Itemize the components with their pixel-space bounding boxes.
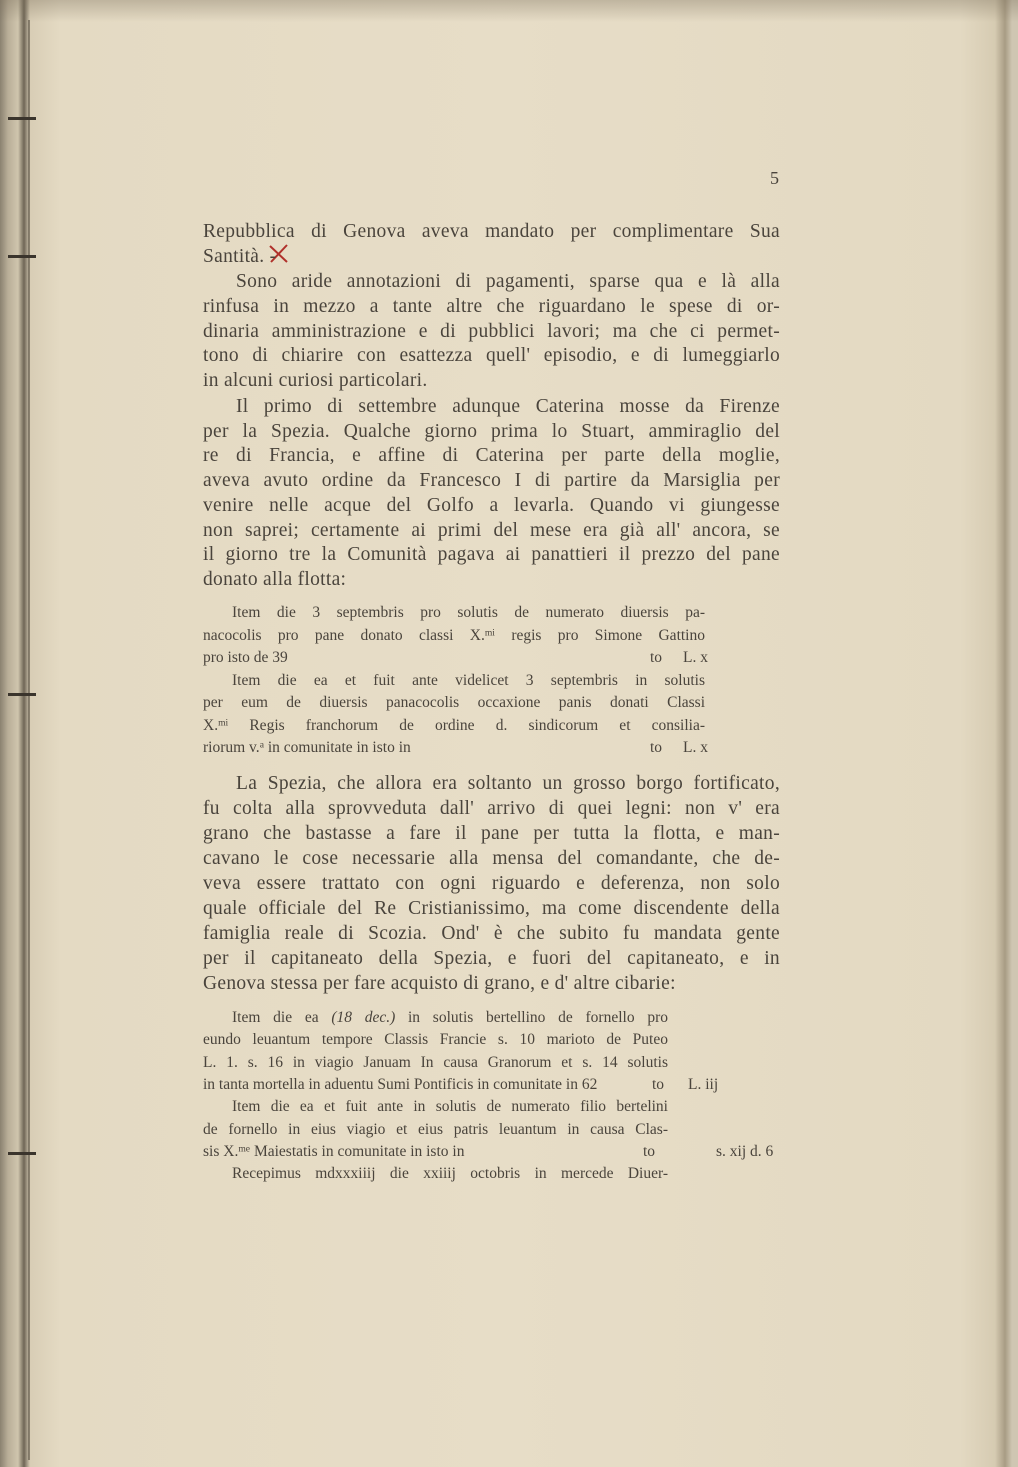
text-segment: Sono aride annotazioni di pagamenti, sparse qua e là alla	[236, 271, 780, 292]
superscript: mi	[484, 627, 495, 639]
text-line	[203, 344, 780, 369]
text-segment: de fornello in eius viagio et eius patris leuantum in causa Clas-	[203, 1120, 668, 1138]
page-top-shadow	[0, 0, 1018, 22]
quote-text	[203, 715, 705, 738]
text-segment: Item die ea et fuit ante videlicet 3 septembris in solutis	[232, 671, 705, 689]
text-segment: Recepimus mdxxxiiij die xxiiij octobris in mercede Diuer-	[232, 1165, 668, 1183]
text-line	[203, 444, 780, 469]
text-line	[236, 395, 780, 420]
quote-text	[232, 1096, 668, 1118]
quote-line	[232, 602, 705, 625]
text-line	[203, 846, 780, 871]
text-segment: aveva avuto ordine da Francesco I di partire da Marsiglia per	[203, 470, 780, 492]
text-segment: nacocolis pro pane donato classi X.	[203, 626, 485, 644]
text-segment: pro isto de 39	[203, 649, 288, 666]
text-line	[203, 369, 428, 394]
text-segment: L. 1. s. 16 in viagio Januam In causa Granorum et s. 14 solutis	[203, 1053, 668, 1071]
quote-line	[203, 647, 708, 670]
text-segment: sis X.	[203, 1142, 239, 1160]
text-segment: rinfusa in mezzo a tante altre che riguardano le spese di or-	[203, 295, 780, 317]
superscript: mi	[218, 717, 229, 729]
quote-text	[203, 1141, 668, 1163]
text-segment: non saprei; certamente ai primi del mese era già all' ancora, se	[203, 519, 780, 541]
text-line	[203, 519, 780, 544]
text-line	[203, 946, 780, 971]
quote-text	[203, 692, 705, 715]
text-segment: in solutis bertellino de fornello pro	[395, 1009, 668, 1026]
quote-text	[203, 1052, 668, 1074]
binding-thread	[8, 693, 36, 696]
text-segment: re di Francia, e affine di Caterina per parte della moglie,	[203, 445, 780, 467]
text-segment: Regis franchorum de ordine d. sindicorum et consilia-	[228, 716, 705, 734]
text-segment: quale officiale del Re Cristianissimo, ma come discendente della	[203, 898, 780, 919]
ledger-amount: L. x	[683, 649, 708, 666]
text-segment: dinaria amministrazione e di pubblici lavori; ma che ci permet-	[203, 320, 780, 342]
text-segment: X.	[203, 716, 219, 734]
quote-line	[232, 1007, 668, 1029]
text-segment: regis pro Simone Gattino	[494, 626, 705, 644]
binding-thread	[8, 117, 36, 120]
quote-text	[203, 1029, 668, 1051]
quote-line	[203, 1074, 719, 1096]
quote-line	[232, 1096, 668, 1118]
text-segment: Item die ea	[232, 1009, 332, 1026]
text-segment: Item die 3 septembris pro solutis de numerato diuersis pa-	[232, 604, 705, 621]
text-line	[203, 821, 780, 846]
quote-text	[203, 737, 705, 760]
text-segment: per il capitaneato della Spezia, e fuori del capitaneato, e in	[203, 948, 780, 969]
quote-text	[232, 1163, 668, 1185]
text-segment: il giorno tre la Comunità pagava ai panattieri il prezzo del pane	[203, 544, 780, 566]
text-line	[203, 295, 780, 320]
italic-note: (18 dec.)	[331, 1009, 396, 1026]
quote-text	[203, 1074, 668, 1096]
text-segment: Santità. -	[203, 245, 277, 267]
binding-thread	[8, 1152, 36, 1155]
text-segment: Maiestatis in comunitate in isto in	[250, 1142, 465, 1160]
ledger-to: to	[650, 739, 663, 756]
binding-thread	[8, 255, 36, 258]
quote-line	[232, 670, 705, 693]
quote-line	[203, 1029, 668, 1051]
ledger-to: to	[650, 649, 663, 666]
ledger-to: to	[652, 1075, 665, 1093]
quote-text	[203, 647, 705, 670]
text-segment: tono di chiarire con esattezza quell' episodio, e di lumeggiarlo	[203, 345, 780, 367]
quote-text	[232, 602, 705, 625]
text-line	[203, 568, 346, 593]
text-segment: venire nelle acque del Golfo a levarla. Quando vi giungesse	[203, 494, 780, 516]
text-segment: Il primo di settembre adunque Caterina mosse da Firenze	[236, 396, 780, 417]
text-segment: in comunitate in isto in	[263, 739, 411, 756]
page-number: 5	[770, 168, 779, 188]
text-segment: Repubblica di Genova aveva mandato per complimentare Sua	[203, 221, 780, 242]
text-segment: per la Spezia. Qualche giorno prima lo Stuart, ammiraglio del	[203, 420, 780, 442]
quote-text	[203, 625, 705, 648]
text-line	[203, 320, 780, 345]
text-segment: Genova stessa per fare acquisto di grano, e d' altre cibarie:	[203, 973, 676, 994]
ledger-amount: L. x	[683, 739, 708, 756]
quote-line	[203, 1052, 668, 1074]
text-segment: grano che bastasse a fare il pane per tutta la flotta, e man-	[203, 823, 780, 844]
text-line	[203, 896, 780, 921]
text-segment: cavano le cose necessarie alla mensa del comandante, che de-	[203, 848, 780, 869]
text-segment: in tanta mortella in aduentu Sumi Pontificis in comunitate in 62	[203, 1075, 598, 1093]
text-line	[203, 469, 780, 494]
text-line	[203, 796, 780, 821]
quote-text	[232, 670, 705, 693]
text-line	[203, 220, 780, 245]
quote-line	[203, 1119, 668, 1141]
text-segment: La Spezia, che allora era soltanto un grosso borgo fortificato,	[236, 773, 780, 794]
text-segment: Item die ea et fuit ante in solutis de numerato filio bertelini	[232, 1098, 668, 1116]
text-segment: famiglia reale di Scozia. Ond' è che subito fu mandata gente	[203, 923, 780, 944]
quote-text	[203, 1119, 668, 1141]
text-line	[203, 494, 780, 519]
quote-line	[203, 737, 708, 760]
text-line	[203, 543, 780, 568]
text-segment: veva essere trattato con ogni riguardo e deferenza, non solo	[203, 873, 780, 894]
text-segment: donato alla flotta:	[203, 568, 347, 590]
quote-line	[203, 625, 705, 648]
text-segment: per eum de diuersis panacocolis occaxione panis donati Classi	[203, 694, 705, 711]
quote-line	[203, 715, 705, 738]
text-line	[203, 971, 676, 996]
quote-line	[203, 692, 705, 715]
text-line	[203, 245, 276, 270]
text-line	[236, 771, 780, 796]
text-line	[203, 420, 780, 445]
ledger-amount: s. xij d. 6	[716, 1142, 774, 1160]
text-line	[203, 921, 780, 946]
quote-line	[232, 1163, 668, 1185]
text-segment: fu colta alla sprovveduta dall' arrivo di quei legni: non v' era	[203, 798, 780, 819]
binding-edge	[28, 20, 30, 1460]
text-segment: eundo leuantum tempore Classis Francie s. 10 marioto de Puteo	[203, 1031, 668, 1049]
quote-text	[232, 1007, 668, 1029]
text-line	[236, 270, 780, 295]
quote-line	[203, 1141, 774, 1163]
text-segment: riorum v.	[203, 739, 260, 756]
ledger-amount: L. iij	[688, 1075, 719, 1093]
ledger-to: to	[643, 1142, 656, 1160]
text-segment: in alcuni curiosi particolari.	[203, 370, 428, 391]
text-line	[203, 871, 780, 896]
superscript: me	[238, 1143, 251, 1155]
superscript: a	[259, 739, 264, 751]
